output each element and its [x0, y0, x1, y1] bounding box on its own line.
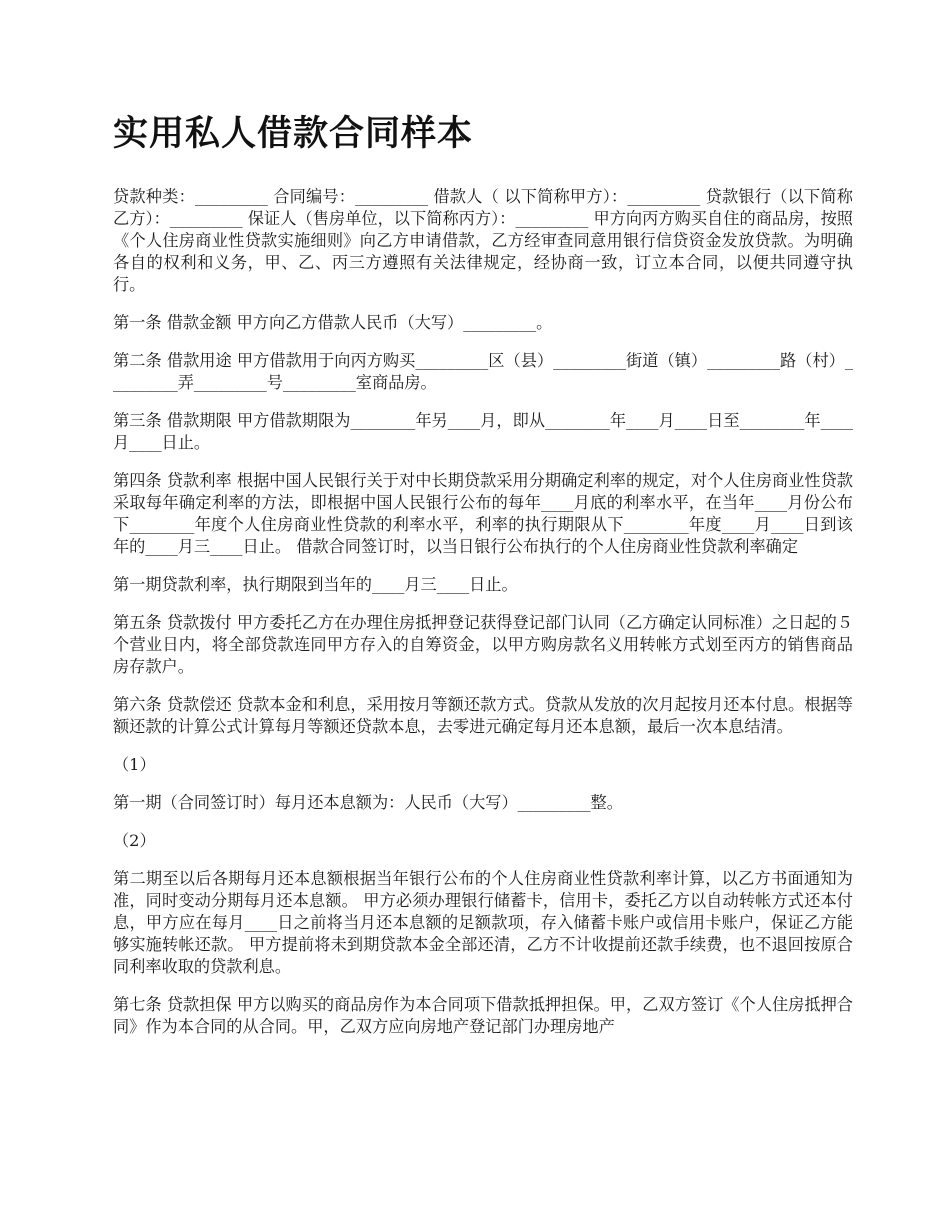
article-4-interest-rate: 第四条 贷款利率 根据中国人民银行关于对中长期贷款采用分期确定利率的规定，对个人住房商业性贷款采取每年确定利率的方法，即根据中国人民银行公布的每年____月底的利率水平，在当年____月份公布下________年度个人住房商业性贷款的利率水平，利率的执行期限从下________年度____月____日到该年的____月三____日止。 借款合同签订时，以当日银行公布执行的个人住房商业性贷款利率确定 — [113, 471, 853, 556]
document-title: 实用私人借款合同样本 — [113, 114, 474, 154]
first-period-installment: 第一期（合同签订时）每月还本息额为：人民币（大写）_________整。 — [113, 793, 623, 812]
article-1-loan-amount: 第一条 借款金额 甲方向乙方借款人民币（大写）_________。 — [113, 313, 553, 332]
article-3-loan-term: 第三条 借款期限 甲方借款期限为________年另____月，即从________年____月____日至________年____月____日止。 — [113, 411, 853, 452]
first-period-rate: 第一期贷款利率，执行期限到当年的____月三____日止。 — [113, 575, 518, 594]
article-6-repayment: 第六条 贷款偿还 贷款本金和利息，采用按月等额还款方式。贷款从发放的次月起按月还本付息。根据等额还款的计算公式计算每月等额还贷款本息，去零进元确定每月还本息额，最后一次本息结清。 — [113, 695, 853, 736]
contract-preamble: 贷款种类：_________ 合同编号：_________ 借款人（ 以下简称甲方）：_________ 贷款银行（以下简称乙方）：_________ 保证人（售房单位，以下简称丙方）：_________ 甲方向丙方购买自住的商品房，按照《个人住房商业性贷款实施细则》向乙方申请借款，乙方经审查同意用银行信贷资金发放贷款。为明确各自的权利和义务，甲、乙、丙三方遵照有关法律规定，经协商一致，订立本合同，以便共同遵守执行。 — [113, 187, 853, 294]
article-2-loan-purpose: 第二条 借款用途 甲方借款用于向丙方购买_________区（县）_________街道（镇）_________路（村）_________弄_________号_________室商品房。 — [113, 351, 853, 392]
list-marker-1: （1） — [113, 755, 156, 774]
document-page — [113, 108, 853, 1054]
article-5-disbursement: 第五条 贷款拨付 甲方委托乙方在办理住房抵押登记获得登记部门认同（乙方确定认同标准）之日起的５个营业日内，将全部贷款连同甲方存入的自筹资金，以甲方购房款名义用转帐方式划至丙方的销售商品房存款户。 — [113, 613, 853, 676]
later-period-installment: 第二期至以后各期每月还本息额根据当年银行公布的个人住房商业性贷款利率计算，以乙方书面通知为准，同时变动分期每月还本息额。 甲方必须办理银行储蓄卡，信用卡，委托乙方以自动转帐方式还本付息，甲方应在每月____日之前将当月还本息额的足额款项，存入储蓄卡账户或信用卡账户，保证乙方能够实施转帐还款。 甲方提前将未到期贷款本金全部还清，乙方不计收提前还款手续费，也不退回按原合同利率收取的贷款利息。 — [113, 869, 853, 976]
list-marker-2: （2） — [113, 831, 156, 850]
article-7-guarantee: 第七条 贷款担保 甲方以购买的商品房作为本合同项下借款抵押担保。甲，乙双方签订《个人住房抵押合同》作为本合同的从合同。甲，乙双方应向房地产登记部门办理房地产 — [113, 995, 853, 1036]
